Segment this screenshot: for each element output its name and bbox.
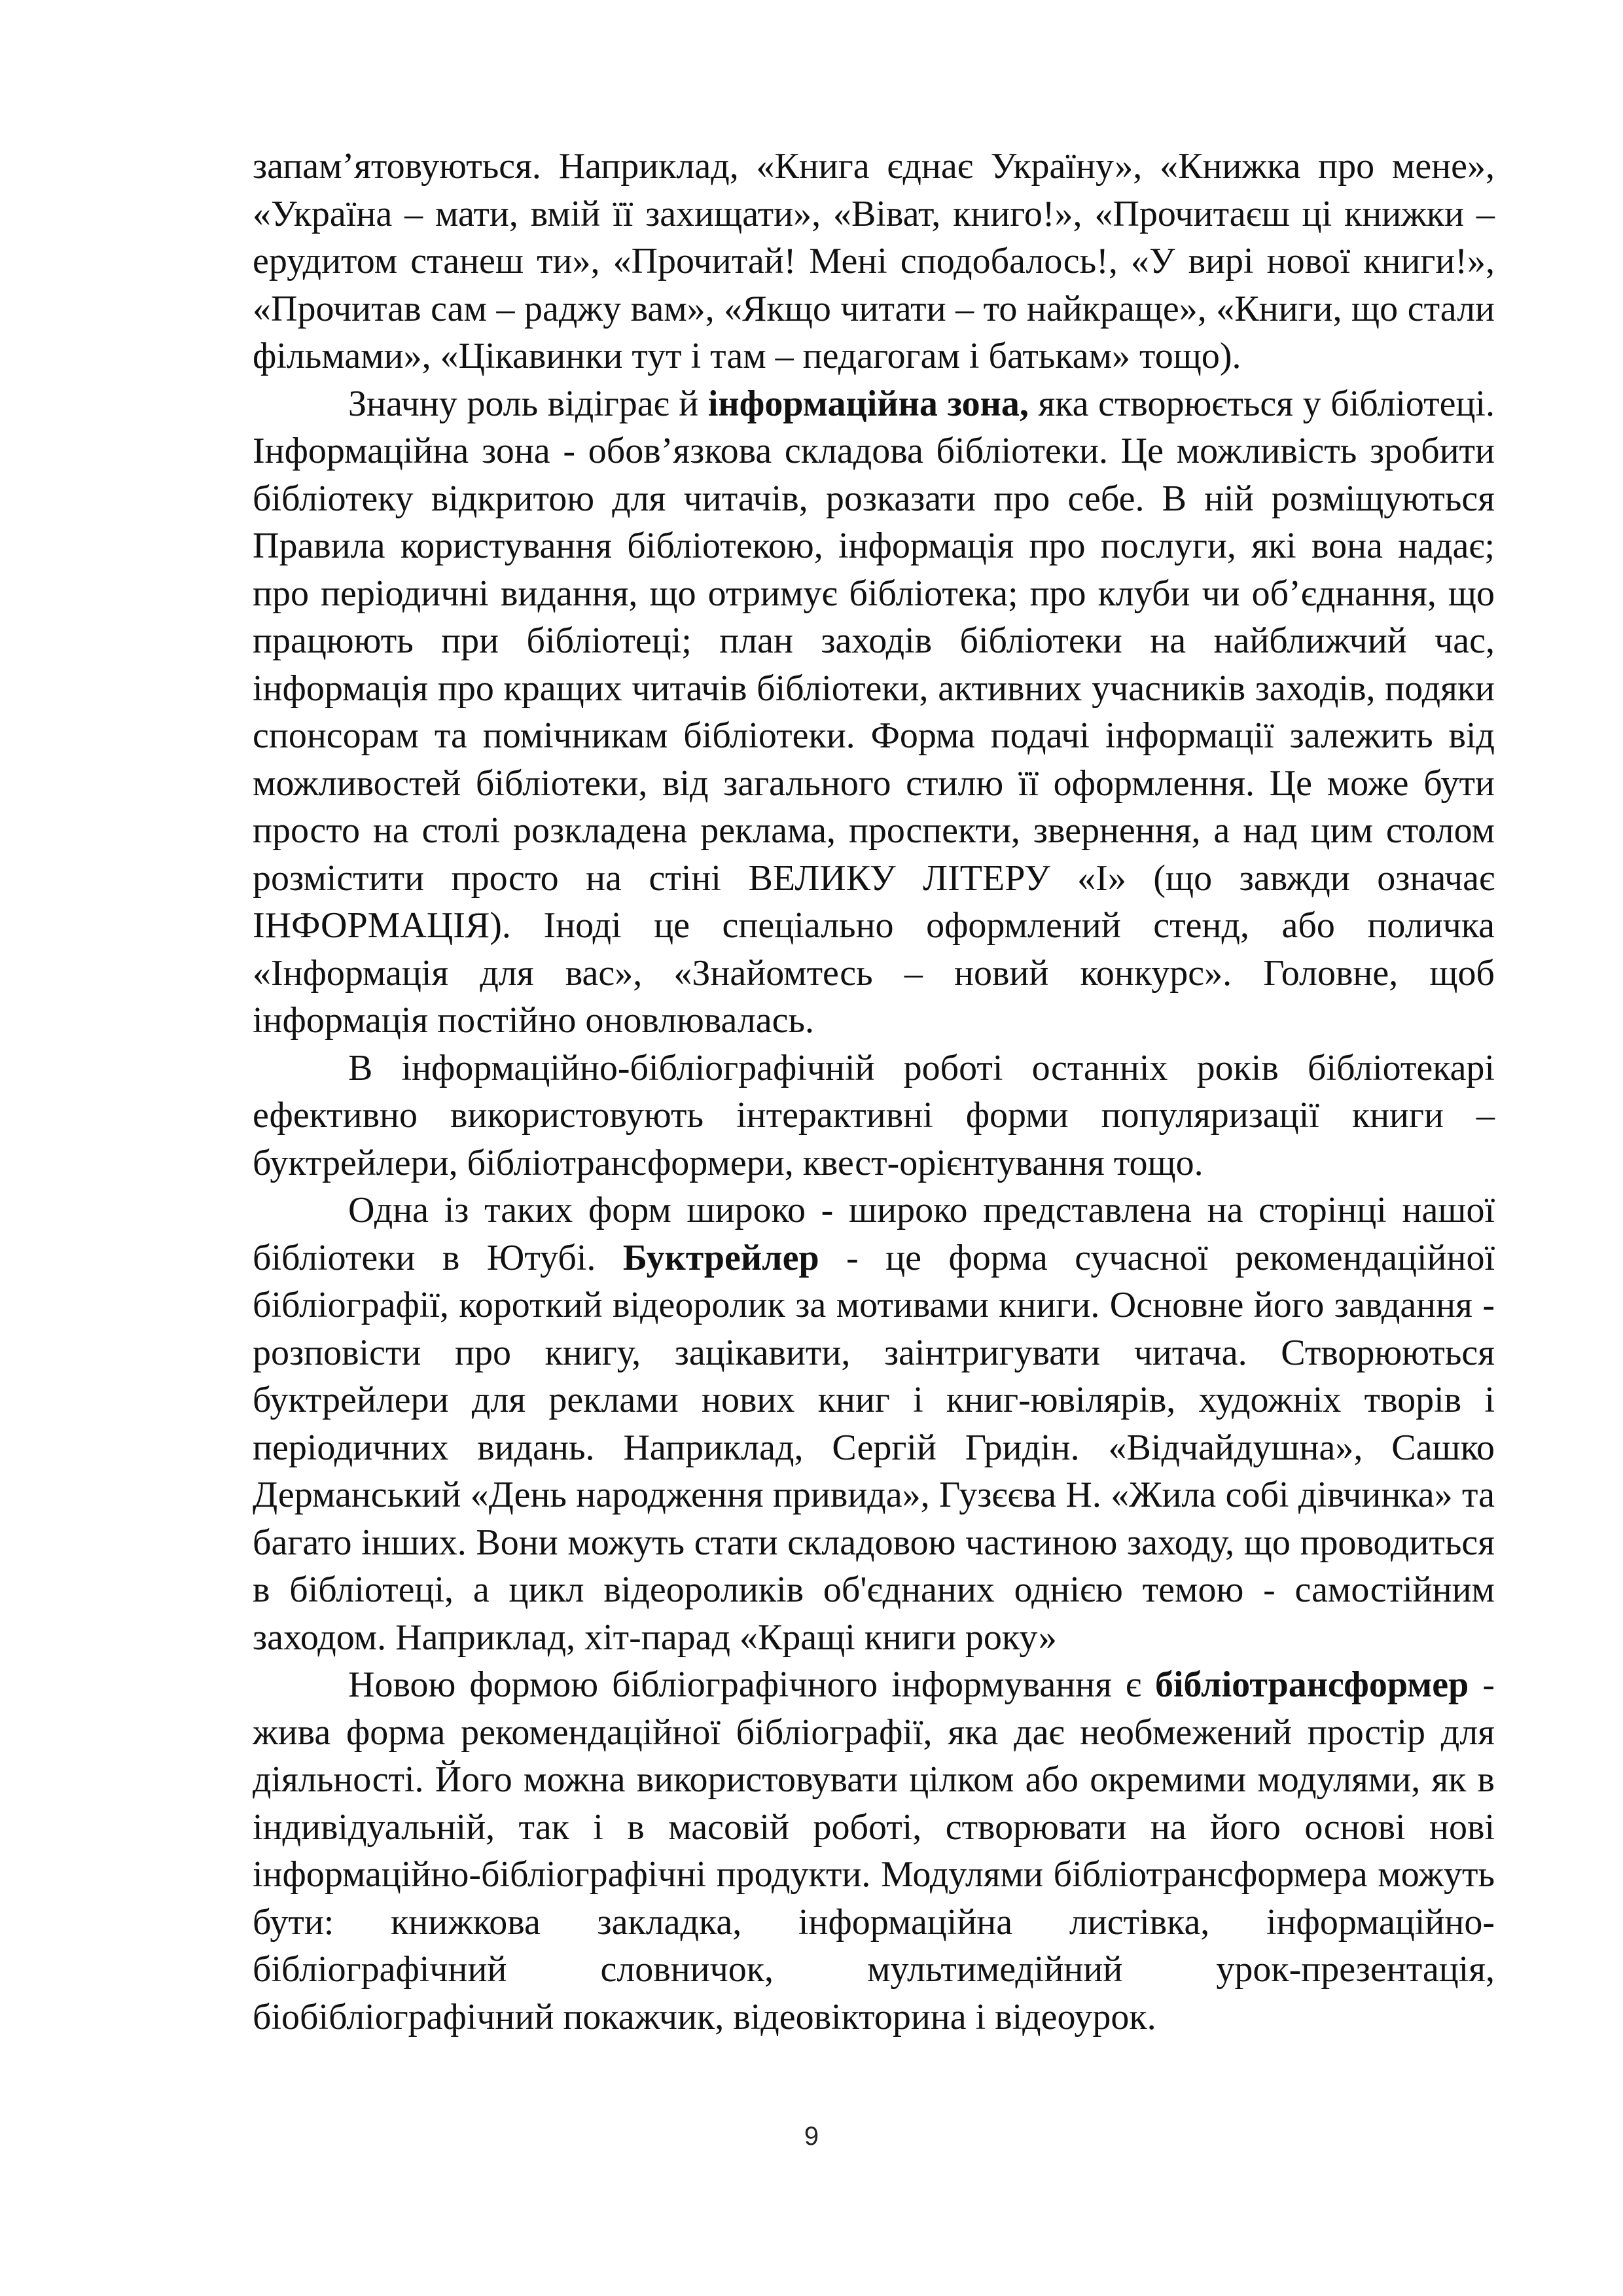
paragraph-bibliotransformer [253,1661,1495,2041]
document-page [253,143,1495,2041]
paragraph-text-before: Значну роль відіграє й [348,383,708,424]
bold-term-bibliotransformer: бібліотрансформер [1155,1664,1469,1705]
page-number: 9 [804,2122,819,2151]
paragraph-text-before: Одна із таких форм широко - широко представлена на сторінці нашої бібліотеки в Ютубі. [253,1190,1495,1278]
bold-term-information-zone: інформаційна зона, [707,383,1029,424]
paragraph-text-after: - жива форма рекомендаційної бібліографії, яка дає необмежений простір для діяльності. Його можна використовувати цілком або окремими модулями, як в індивідуальній, так і в масовій роботі, створювати на його основі нові інформаційно-бібліографічні продукти. Модулями бібліотрансформера можуть бути: книжкова закладка, інформаційна листівка, інформаційно-бібліографічний словничок, мультимедійний урок-презентація, біобібліографічний покажчик, відеовікторина і відеоурок. [253,1664,1495,2037]
bold-term-booktrailer: Буктрейлер [622,1237,819,1278]
paragraph-book-exhibition-titles [253,143,1495,380]
paragraph-booktrailer [253,1187,1495,1661]
paragraph-interactive-forms [253,1045,1495,1187]
paragraph-text-after: - це форма сучасної рекомендаційної бібліографії, короткий відеоролик за мотивами книги. Основне його завдання - розповісти про книгу, зацікавити, заінтригувати читача. Створюються буктрейлери для реклами нових книг і книг-ювілярів, художніх творів і періодичних видань. Наприклад, Сергій Гридін. «Відчайдушна», Сашко Дерманський «День народження привида», Гузєєва Н. «Жила собі дівчинка» та багато інших. Вони можуть стати складовою частиною заходу, що проводиться в бібліотеці, а цикл відеороликів об'єднаних однією темою - самостійним заходом. Наприклад, хіт-парад «Кращі книги року» [253,1237,1495,1658]
paragraph-text-after: яка створюється у бібліотеці. Інформаційна зона - обов’язкова складова бібліотеки. Це можливість зробити бібліотеку відкритою для читачів, розказати про себе. В ній розміщуються Правила користування бібліотекою, інформація про послуги, які вона надає; про періодичні видання, що отримує бібліотека; про клуби чи об’єднання, що працюють при бібліотеці; план заходів бібліотеки на найближчий час, інформація про кращих читачів бібліотеки, активних учасників заходів, подяки спонсорам та помічникам бібліотеки. Форма подачі інформації залежить від можливостей бібліотеки, від загального стилю її оформлення. Це може бути просто на столі розкладена реклама, проспекти, звернення, а над цим столом розмістити просто на стіні ВЕЛИКУ ЛІТЕРУ «І» (що завжди означає ІНФОРМАЦІЯ). Іноді це спеціально оформлений стенд, або поличка «Інформація для вас», «Знайомтесь – новий конкурс». Головне, щоб інформація постійно оновлювалась. [253,383,1495,1041]
paragraph-text: В інформаційно-бібліографічній роботі останніх років бібліотекарі ефективно використовують інтерактивні форми популяризації книги – буктрейлери, бібліотрансформери, квест-орієнтування тощо. [253,1047,1495,1183]
paragraph-information-zone [253,380,1495,1045]
paragraph-text: запам’ятовуються. Наприклад, «Книга єднає Україну», «Книжка про мене», «Україна – мати, вмій її захищати», «Віват, книго!», «Прочитаєш ці книжки – ерудитом станеш ти», «Прочитай! Мені сподобалось!, «У вирі нової книги!», «Прочитав сам – раджу вам», «Якщо читати – то найкраще», «Книги, що стали фільмами», «Цікавинки тут і там – педагогам і батькам» тощо). [253,146,1495,376]
paragraph-text-before: Новою формою бібліографічного інформування є [348,1664,1155,1705]
